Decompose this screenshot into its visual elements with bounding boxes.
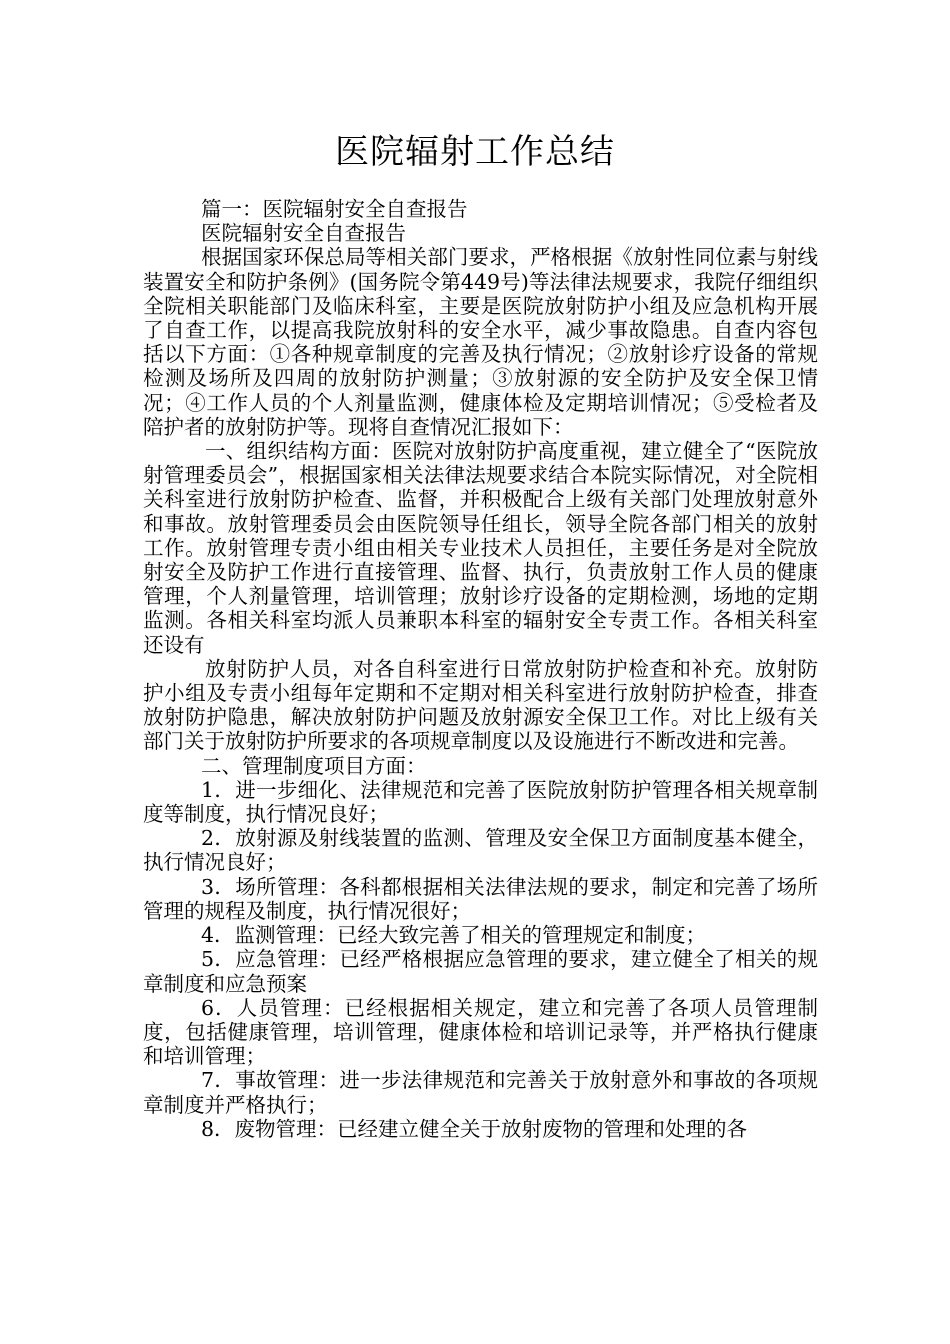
paragraph-intro: 根据国家环保总局等相关部门要求，严格根据《放射性同位素与射线装置安全和防护条例》(国务院令第449号)等法律法规要求，我院仔细组织全院相关职能部门及临床科室，主要是医院放射防护小组及应急机构开展了自查工作，以提高我院放射科的安全水平，减少事故隐患。自查内容包括以下方面：①各种规章制度的完善及执行情况；②放射诊疗设备的常规检测及场所及四周的放射防护测量；③放射源的安全防护及安全保卫情况；④工作人员的个人剂量监测，健康体检及定期培训情况；⑤受检者及陪护者的放射防护等。现将自查情况汇报如下： xyxy=(143,245,818,439)
list-item: 1．进一步细化、法律规范和完善了医院放射防护管理各相关规章制度等制度，执行情况良好； xyxy=(143,777,818,827)
list-item: 4．监测管理：已经大致完善了相关的管理规定和制度； xyxy=(201,923,707,948)
list-item: 7．事故管理：进一步法律规范和完善关于放射意外和事故的各项规章制度并严格执行； xyxy=(143,1068,818,1117)
list-item: 3．场所管理：各科都根据相关法律法规的要求，制定和完善了场所管理的规程及制度，执行情况很好； xyxy=(143,874,818,923)
list-item: 6．人员管理：已经根据相关规定，建立和完善了各项人员管理制度，包括健康管理，培训管理，健康体检和培训记录等，并严格执行健康和培训管理； xyxy=(143,995,818,1069)
report-title: 医院辐射安全自查报告 xyxy=(201,221,406,246)
document-title: 医院辐射工作总结 xyxy=(335,132,615,172)
list-item: 2．放射源及射线装置的监测、管理及安全保卫方面制度基本健全，执行情况良好； xyxy=(143,826,818,875)
list-item: 8．废物管理：已经建立健全关于放射废物的管理和处理的各 xyxy=(201,1116,748,1141)
paragraph-organization-continued: 放射防护人员，对各自科室进行日常放射防护检查和补充。放射防护小组及专责小组每年定期和不定期对相关科室进行放射防护检查，排查放射防护隐患，解决放射防护问题及放射源安全保卫工作。对比上级有关部门关于放射防护所要求的各项规章制度以及设施进行不断改进和完善。 xyxy=(143,656,818,754)
section-heading: 篇一：医院辐射安全自查报告 xyxy=(201,197,468,221)
paragraph-organization: 一、组织结构方面：医院对放射防护高度重视，建立健全了“医院放射管理委员会”，根据国家相关法律法规要求结合本院实际情况，对全院相关科室进行放射防护检查、监督，并积极配合上级有关部门处理放射意外和事故。放射管理委员会由医院领导任组长，领导全院各部门相关的放射工作。放射管理专责小组由相关专业技术人员担任，主要任务是对全院放射安全及防护工作进行直接管理、监督、执行，负责放射工作人员的健康管理，个人剂量管理，培训管理；放射诊疗设备的定期检测，场地的定期监测。各相关科室均派人员兼职本科室的辐射安全专责工作。各相关科室还设有 xyxy=(143,439,818,657)
document-body xyxy=(143,197,818,1141)
paragraph-management-heading: 二、管理制度项目方面： xyxy=(201,753,427,778)
list-item: 5．应急管理：已经严格根据应急管理的要求，建立健全了相关的规章制度和应急预案 xyxy=(143,947,818,996)
